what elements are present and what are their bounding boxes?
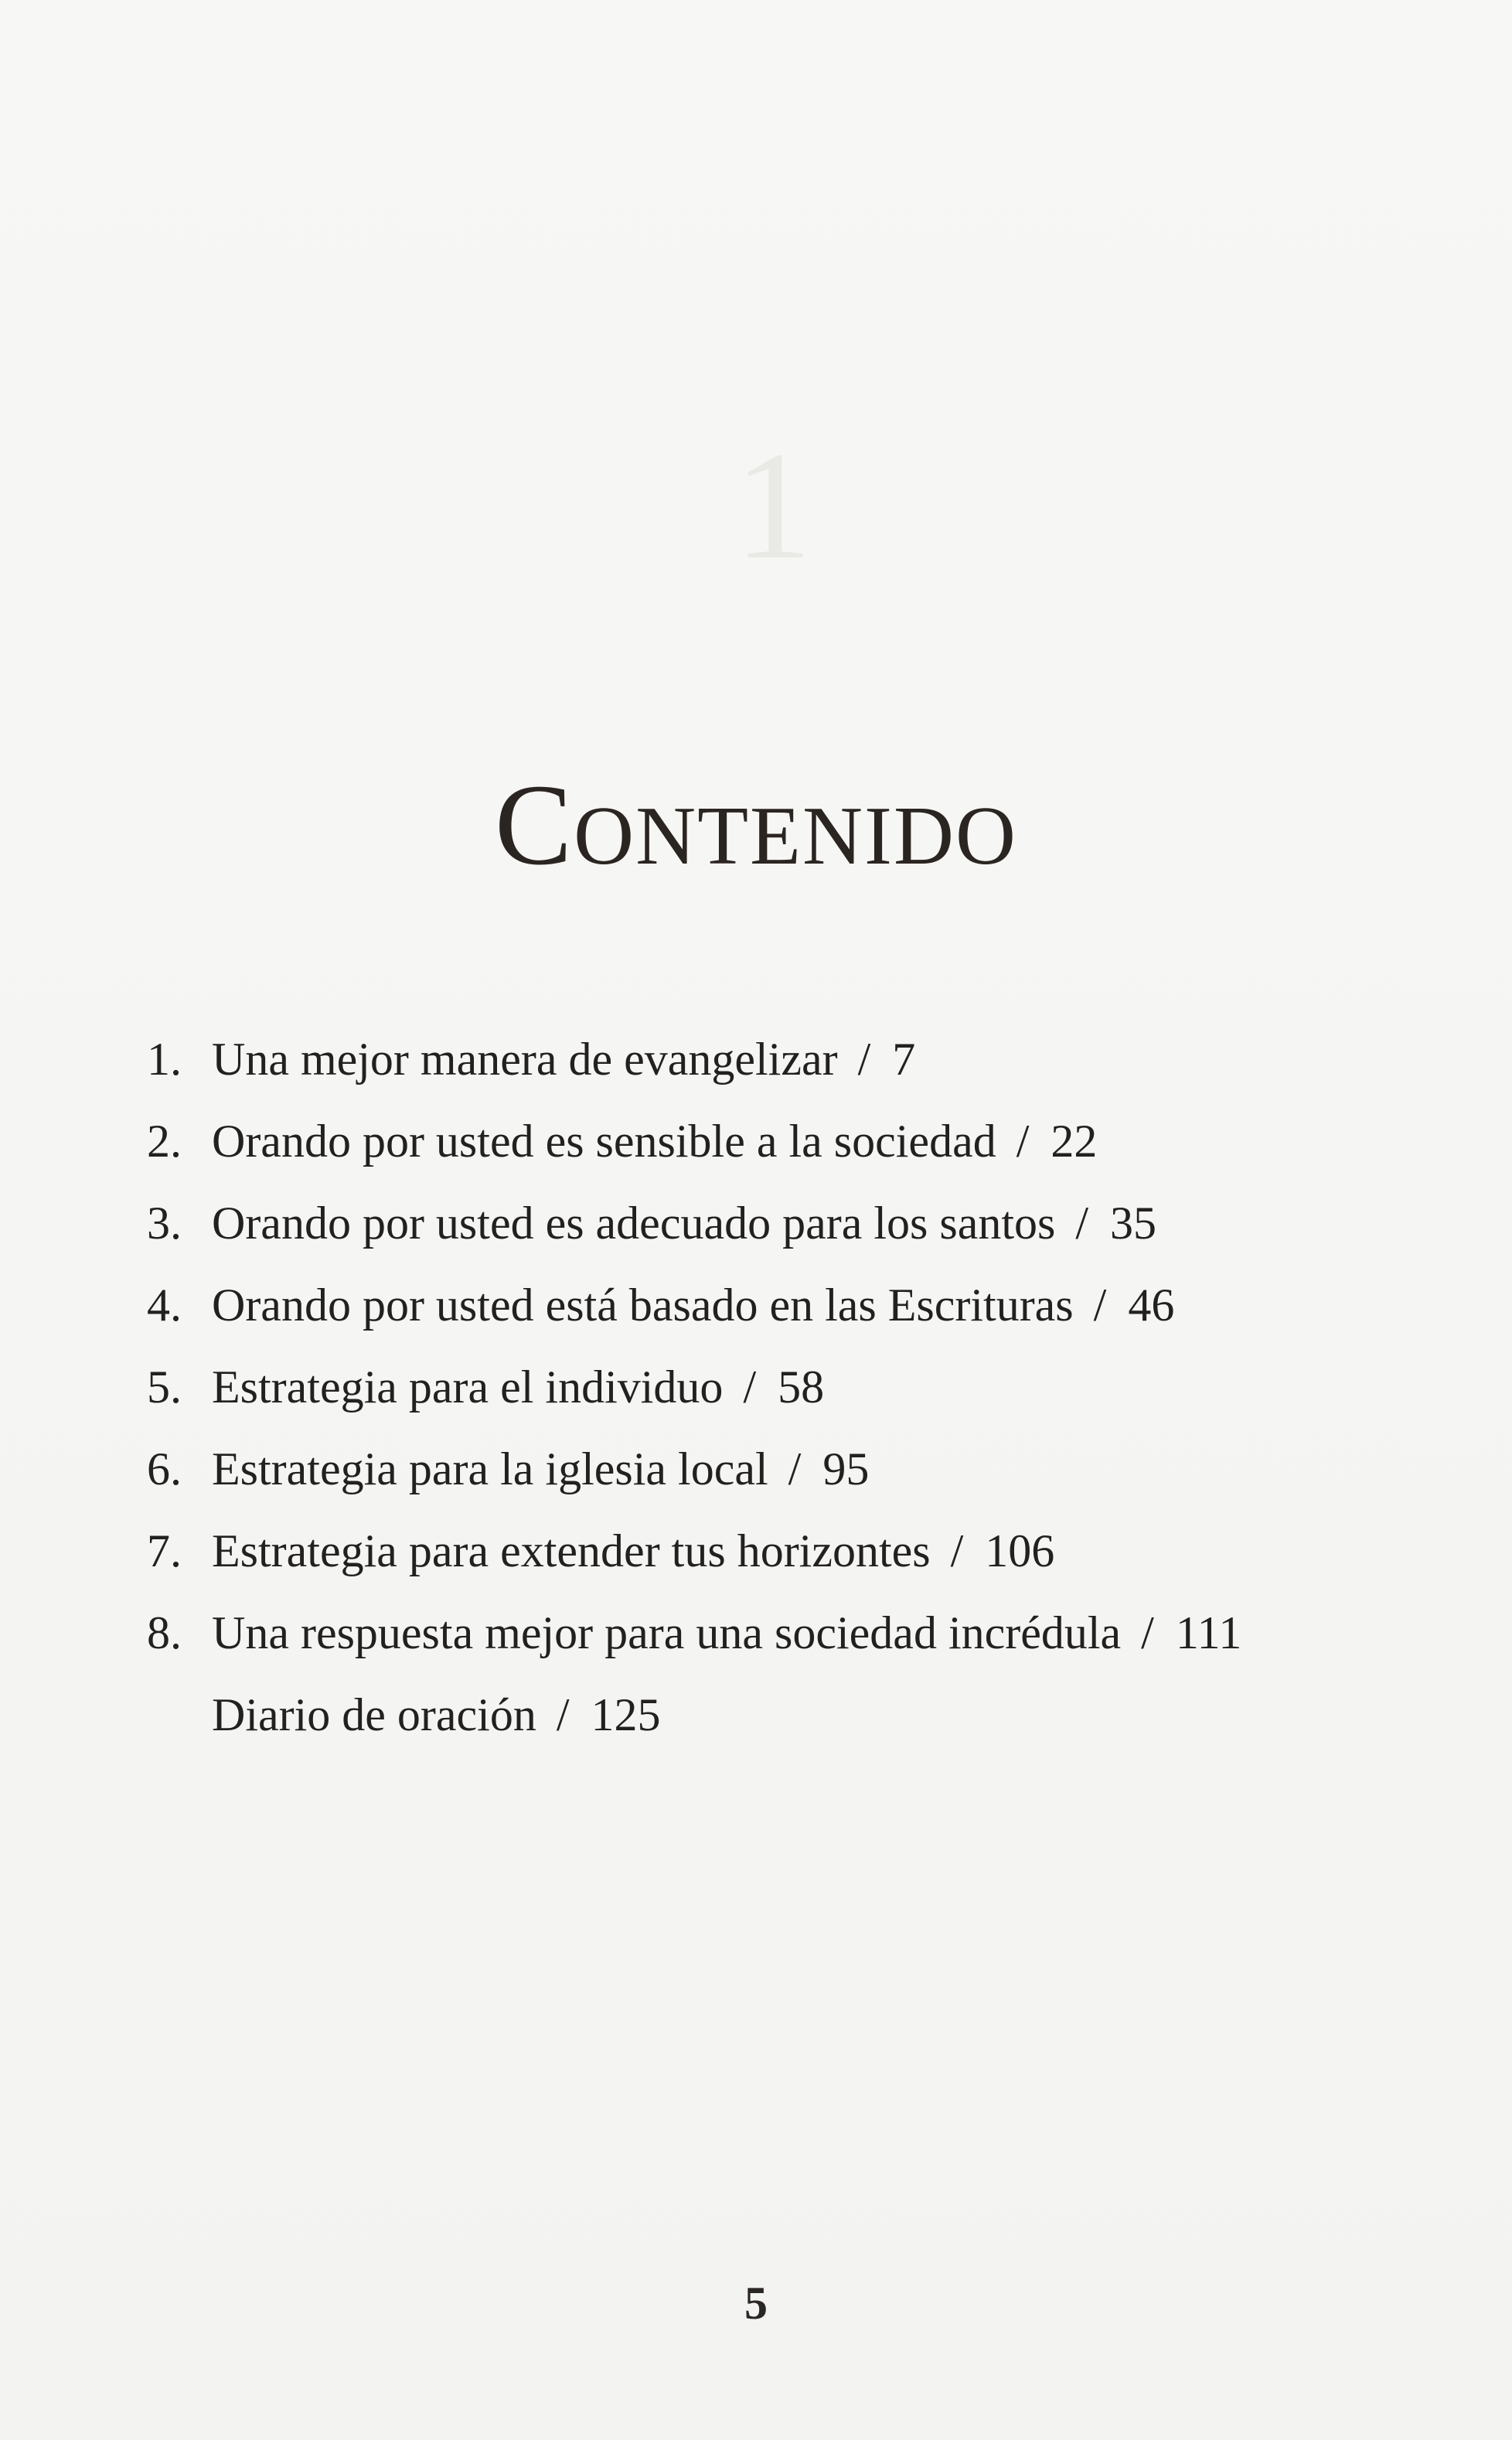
toc-entry-separator: /	[556, 1689, 570, 1740]
toc-entry	[147, 1116, 1098, 1167]
toc-entry-page: 111	[1175, 1607, 1242, 1658]
toc-entry-separator: /	[743, 1361, 757, 1413]
toc-entry-separator: /	[788, 1443, 802, 1494]
bleed-through-chapter-number: 1	[734, 421, 812, 591]
page-title	[0, 758, 1512, 891]
toc-entry-page: 95	[822, 1443, 870, 1494]
toc-entry-page: 46	[1128, 1280, 1175, 1331]
toc-entry-number: 4.	[147, 1280, 182, 1331]
toc-entry	[147, 1443, 870, 1494]
toc-entry-separator: /	[950, 1525, 964, 1576]
toc-entry-title: Diario de oración	[212, 1689, 536, 1740]
toc-entry-separator: /	[857, 1034, 871, 1085]
toc-entry-separator: /	[1016, 1116, 1030, 1167]
toc-entry-number: 8.	[147, 1607, 182, 1658]
toc-entry-separator: /	[1141, 1607, 1154, 1658]
toc-entry-title: Orando por usted es sensible a la sociedad	[212, 1116, 996, 1167]
page-title-rest: ONTENIDO	[574, 789, 1017, 882]
toc-entry-number: 7.	[147, 1525, 182, 1576]
toc-entry-separator: /	[1075, 1198, 1089, 1249]
toc-entry-page: 58	[778, 1361, 825, 1413]
toc-entry	[147, 1689, 661, 1740]
toc-entry	[147, 1607, 1242, 1658]
toc-entry-title: Una respuesta mejor para una sociedad incrédula	[212, 1607, 1122, 1658]
toc-entry-page: 22	[1051, 1116, 1098, 1167]
page-title-initial: C	[495, 760, 574, 889]
toc-entry-number: 6.	[147, 1443, 182, 1494]
toc-entry-number: 2.	[147, 1116, 182, 1167]
toc-entry-title: Estrategia para la iglesia local	[212, 1443, 768, 1494]
toc-entry-title: Una mejor manera de evangelizar	[212, 1034, 838, 1085]
toc-entry-number: 1.	[147, 1034, 182, 1085]
toc-entry	[147, 1525, 1055, 1576]
toc-entry	[147, 1034, 916, 1085]
page-number: 5	[744, 2278, 768, 2329]
toc-entry-title: Estrategia para el individuo	[212, 1361, 724, 1413]
toc-entry-number: 5.	[147, 1361, 182, 1413]
toc-entry-title: Orando por usted está basado en las Escrituras	[212, 1280, 1074, 1331]
toc-entry-page: 125	[591, 1689, 661, 1740]
toc-entry-page: 7	[892, 1034, 916, 1085]
toc-entry	[147, 1280, 1175, 1331]
toc-entry	[147, 1361, 825, 1413]
toc-entry-page: 106	[985, 1525, 1055, 1576]
toc-entry-separator: /	[1093, 1280, 1107, 1331]
toc-entry-title: Estrategia para extender tus horizontes	[212, 1525, 931, 1576]
toc-entry-number: 3.	[147, 1198, 182, 1249]
toc-entry	[147, 1198, 1157, 1249]
toc-entry-title: Orando por usted es adecuado para los santos	[212, 1198, 1056, 1249]
toc-entry-page: 35	[1110, 1198, 1157, 1249]
